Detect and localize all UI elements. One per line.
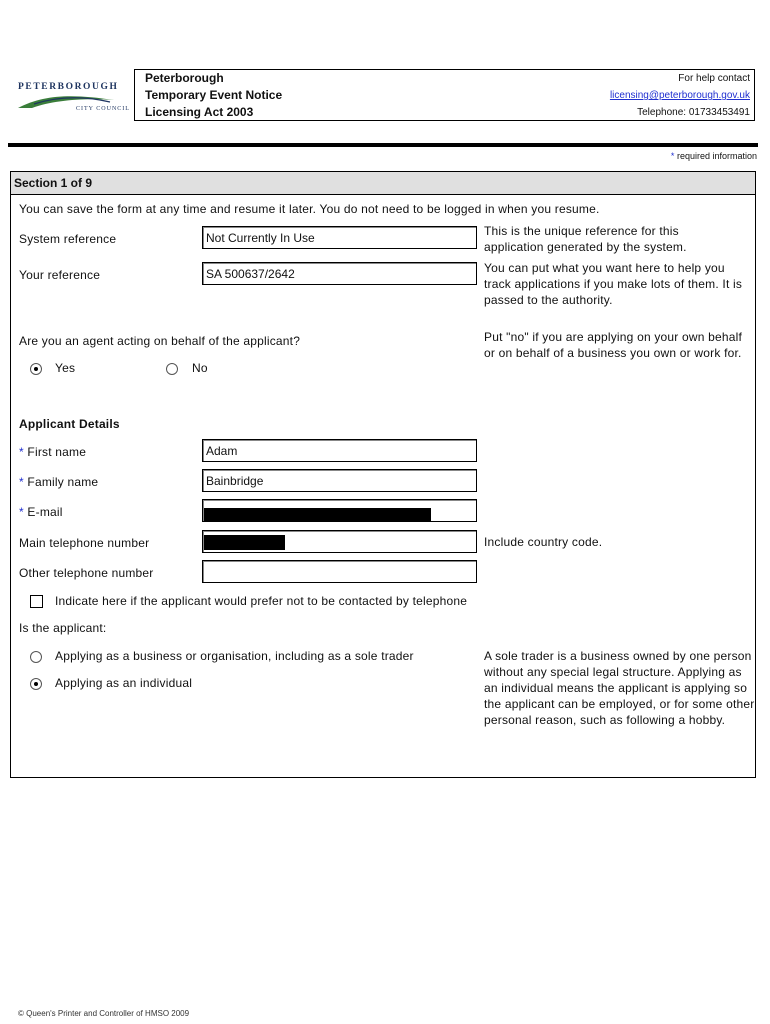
title-line-act: Licensing Act 2003 (145, 105, 254, 119)
email-label-text: E-mail (27, 505, 63, 519)
applicant-type-help: A sole trader is a business owned by one person without any special legal structure. Applying as an individual means the applicant is applying so the applicant can be employed, or for some other personal reason, such as following a hobby. (484, 649, 755, 727)
applicant-business-label: Applying as a business or organisation, including as a sole trader (55, 649, 414, 663)
agent-yes-radio[interactable] (30, 363, 42, 375)
first-name-label (19, 445, 86, 459)
applicant-details-heading: Applicant Details (19, 417, 120, 431)
applicant-business-radio[interactable] (30, 651, 42, 663)
family-name-required-star: * (19, 475, 24, 489)
header-box (134, 69, 755, 121)
family-name-input[interactable]: Bainbridge (202, 469, 477, 492)
your-reference-help: You can put what you want here to help you track applications if you make lots of them. It is passed to the authority. (484, 261, 743, 307)
main-telephone-help: Include country code. (484, 535, 603, 549)
other-telephone-input[interactable] (202, 560, 477, 583)
applicant-type-label: Is the applicant: (19, 621, 107, 635)
agent-no-radio[interactable] (166, 363, 178, 375)
first-name-label-text: First name (27, 445, 87, 459)
email-required-star: * (19, 505, 24, 519)
no-phone-contact-checkbox[interactable] (30, 595, 43, 608)
applicant-individual-radio[interactable] (30, 678, 42, 690)
applicant-individual-label: Applying as an individual (55, 676, 193, 690)
agent-no-label: No (192, 361, 208, 375)
system-reference-help: This is the unique reference for this application generated by the system. (484, 224, 687, 254)
form-title (145, 70, 282, 121)
help-contact (610, 70, 750, 121)
section-intro: You can save the form at any time and resume it later. You do not need to be logged in when you resume. (19, 202, 600, 216)
email-redaction (204, 508, 431, 522)
logo-bottom-text: CITY COUNCIL (76, 106, 130, 112)
council-logo (14, 78, 130, 118)
your-reference-label: Your reference (19, 268, 101, 282)
required-text: required information (676, 151, 757, 161)
system-reference-label: System reference (19, 232, 117, 246)
agent-yes-label: Yes (55, 361, 76, 375)
header-rule (8, 143, 758, 147)
section-title: Section 1 of 9 (11, 172, 755, 195)
help-label: For help contact (678, 73, 750, 84)
family-name-label-text: Family name (27, 475, 99, 489)
agent-question-label: Are you an agent acting on behalf of the applicant? (19, 334, 301, 348)
main-telephone-redaction (204, 535, 285, 550)
help-email-link[interactable]: licensing@peterborough.gov.uk (609, 90, 750, 101)
system-reference-field: Not Currently In Use (202, 226, 477, 249)
help-telephone: Telephone: 01733453491 (637, 107, 750, 118)
first-name-input[interactable]: Adam (202, 439, 477, 462)
your-reference-input[interactable]: SA 500637/2642 (202, 262, 477, 285)
first-name-required-star: * (19, 445, 24, 459)
section-form (10, 171, 756, 778)
title-line-council: Peterborough (145, 71, 224, 85)
no-phone-contact-label: Indicate here if the applicant would prefer not to be contacted by telephone (55, 594, 468, 608)
email-label (19, 505, 63, 519)
main-telephone-label: Main telephone number (19, 536, 150, 550)
required-note (671, 151, 757, 161)
copyright-footer: © Queen's Printer and Controller of HMSO 2009 (18, 1009, 190, 1018)
logo-top-text: PETERBOROUGH (18, 82, 119, 92)
required-star: * (670, 151, 675, 161)
family-name-label (19, 475, 98, 489)
other-telephone-label: Other telephone number (19, 566, 154, 580)
title-line-notice: Temporary Event Notice (145, 88, 283, 102)
agent-question-help: Put "no" if you are applying on your own behalf or on behalf of a business you own or work for. (484, 330, 743, 360)
